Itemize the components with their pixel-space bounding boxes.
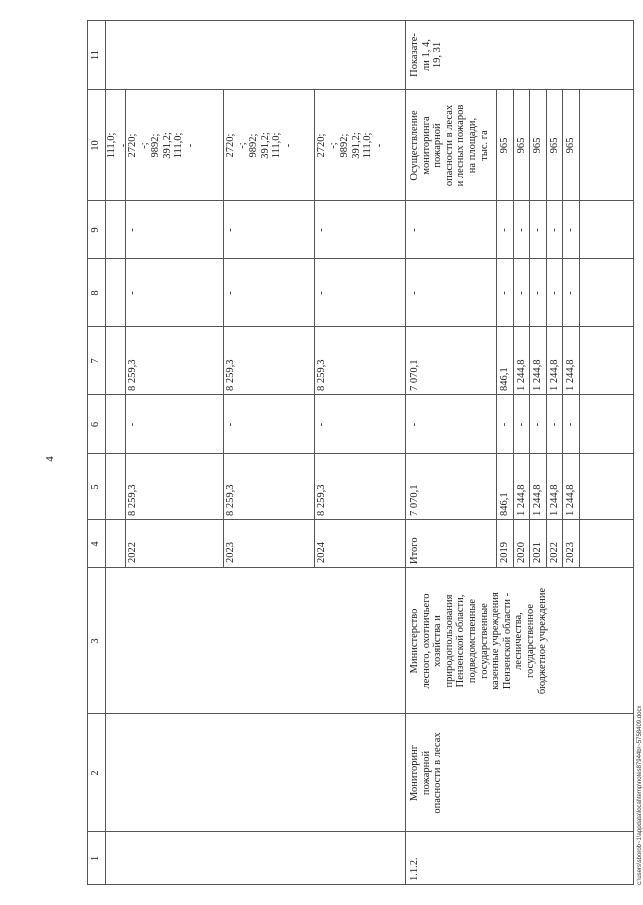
funding-regional: 8 259,3 bbox=[225, 359, 236, 391]
indicator-values-line: - bbox=[373, 143, 385, 148]
funding-federal: - bbox=[532, 422, 543, 427]
grid-line bbox=[496, 90, 497, 568]
total-regional: 7 070,1 bbox=[409, 359, 420, 391]
indicator-value: 965 bbox=[565, 137, 576, 154]
funding-total: 1 244,8 bbox=[565, 484, 576, 516]
grid-line bbox=[87, 831, 633, 832]
grid-line bbox=[87, 884, 633, 885]
grid-line bbox=[562, 90, 563, 568]
funding-local: - bbox=[499, 291, 510, 295]
funding-federal: - bbox=[225, 422, 236, 427]
column-number-11: 11 bbox=[90, 49, 101, 61]
indicator-values-line: -; bbox=[327, 142, 339, 149]
funding-regional: 1 244,8 bbox=[516, 359, 527, 391]
executor-line: Пензенской области - bbox=[501, 592, 513, 690]
grid-line bbox=[529, 90, 530, 568]
funding-regional: 1 244,8 bbox=[565, 359, 576, 391]
indicator-values-line: -; bbox=[138, 142, 150, 149]
executor-line: Министерство bbox=[409, 608, 420, 674]
indicator-values-line: - bbox=[282, 143, 294, 148]
total-funding: 7 070,1 bbox=[409, 484, 420, 516]
total-other: - bbox=[409, 228, 420, 232]
year: 2021 bbox=[532, 542, 543, 563]
indicator-values-line: - bbox=[184, 143, 196, 148]
indicator-values-line: 391,2; bbox=[161, 132, 173, 159]
funding-total: 1 244,8 bbox=[516, 484, 527, 516]
indicator-values-line: 111,0; bbox=[173, 132, 185, 159]
indicator-values-line: 9892; bbox=[150, 133, 162, 158]
funding-other: - bbox=[549, 228, 560, 232]
funding-federal: - bbox=[499, 422, 510, 427]
year: 2022 bbox=[127, 542, 138, 563]
funding-total: 8 259,3 bbox=[127, 484, 138, 516]
executor-line: Пензенской области, bbox=[455, 594, 467, 688]
funding-regional: 8 259,3 bbox=[316, 359, 327, 391]
grid-line bbox=[314, 90, 315, 568]
funding-local: - bbox=[532, 291, 543, 295]
indicator-values-line: 2720; bbox=[316, 133, 327, 158]
indicator-description-line: пожарной bbox=[432, 123, 444, 168]
funding-total: 1 244,8 bbox=[532, 484, 543, 516]
indicator-values-line: 391,2; bbox=[350, 132, 362, 159]
section-number: 1.1.2. bbox=[409, 857, 420, 881]
column-number-9: 9 bbox=[90, 227, 101, 233]
grid-line bbox=[579, 90, 580, 568]
funding-total: 846,1 bbox=[499, 492, 510, 516]
funding-local: - bbox=[549, 291, 560, 295]
funding-other: - bbox=[532, 228, 543, 232]
indicator-values bbox=[127, 90, 197, 201]
funding-local: - bbox=[127, 291, 138, 295]
total-federal: - bbox=[409, 422, 420, 427]
indicator-values bbox=[225, 90, 295, 201]
indicator-value: 965 bbox=[516, 137, 527, 154]
grid-line bbox=[546, 90, 547, 568]
indicator-values bbox=[316, 90, 386, 201]
indicator-description-line: на площади, bbox=[466, 117, 478, 174]
grid-line bbox=[633, 20, 634, 885]
indicator-description bbox=[409, 90, 490, 201]
measure-name-line: опасности в лесах bbox=[432, 732, 444, 814]
indicator-reference-line: ли 1, 4, bbox=[420, 39, 432, 71]
funding-other: - bbox=[565, 228, 576, 232]
funding-federal: - bbox=[549, 422, 560, 427]
indicator-values-line: 391,2; bbox=[259, 132, 271, 159]
funding-regional: 1 244,8 bbox=[532, 359, 543, 391]
total-local: - bbox=[409, 291, 420, 295]
col10-continued-line: - bbox=[117, 143, 129, 148]
funding-federal: - bbox=[565, 422, 576, 427]
column-number-2: 2 bbox=[90, 770, 101, 776]
executor-line: казенные учреждения bbox=[490, 592, 502, 690]
funding-total: 1 244,8 bbox=[549, 484, 560, 516]
indicator-description-line: Осуществление bbox=[409, 110, 420, 181]
page-number: 4 bbox=[44, 456, 56, 462]
grid-line bbox=[87, 20, 633, 21]
col10-continued-line: 111,0; bbox=[106, 132, 117, 159]
funding-local: - bbox=[516, 291, 527, 295]
grid-line bbox=[87, 567, 633, 568]
indicator-values-line: 111,0; bbox=[271, 132, 283, 159]
funding-federal: - bbox=[127, 422, 138, 427]
indicator-description-line: тыс. га bbox=[478, 130, 490, 161]
grid-line bbox=[513, 90, 514, 568]
funding-total: 8 259,3 bbox=[316, 484, 327, 516]
measure-name-line: Мониторинг bbox=[409, 744, 420, 802]
indicator-reference-line: 19, 31 bbox=[432, 41, 444, 69]
executor-line: бюджетное учреждение bbox=[536, 587, 548, 695]
column-number-3: 3 bbox=[90, 638, 101, 644]
budget-table bbox=[87, 20, 643, 885]
funding-other: - bbox=[127, 228, 138, 232]
year: 2019 bbox=[499, 542, 510, 563]
funding-other: - bbox=[516, 228, 527, 232]
indicator-reference-line: Показате- bbox=[409, 33, 420, 77]
year: 2022 bbox=[549, 542, 560, 563]
year: 2024 bbox=[316, 542, 327, 563]
total-label: Итого bbox=[409, 537, 420, 564]
funding-local: - bbox=[316, 291, 327, 295]
indicator-values-line: -; bbox=[236, 142, 248, 149]
indicator-values-line: 2720; bbox=[127, 133, 138, 158]
executor-line: государственное bbox=[524, 604, 536, 679]
grid-line bbox=[87, 519, 633, 520]
executor bbox=[409, 568, 548, 714]
column-number-1: 1 bbox=[90, 855, 101, 862]
column-number-10: 10 bbox=[90, 140, 101, 151]
funding-local: - bbox=[565, 291, 576, 295]
column-number-5: 5 bbox=[90, 484, 101, 490]
column-number-8: 8 bbox=[90, 290, 101, 296]
funding-local: - bbox=[225, 291, 236, 295]
executor-line: хозяйства и bbox=[432, 615, 444, 667]
grid-line bbox=[87, 713, 633, 714]
funding-regional: 8 259,3 bbox=[127, 359, 138, 391]
funding-regional: 1 244,8 bbox=[549, 359, 560, 391]
column-number-6: 6 bbox=[90, 421, 101, 428]
year: 2023 bbox=[565, 542, 576, 563]
indicator-value: 965 bbox=[549, 137, 560, 154]
indicator-description-line: мониторинга bbox=[420, 116, 432, 175]
indicator-values-line: 9892; bbox=[339, 133, 351, 158]
indicator-value: 965 bbox=[499, 137, 510, 154]
measure-name bbox=[409, 714, 444, 832]
funding-other: - bbox=[499, 228, 510, 232]
column-number-4: 4 bbox=[90, 541, 101, 547]
col10-continued bbox=[106, 90, 129, 201]
funding-other: - bbox=[225, 228, 236, 232]
funding-other: - bbox=[316, 228, 327, 232]
executor-line: лесного, охотничьего bbox=[420, 593, 432, 689]
indicator-reference bbox=[409, 20, 444, 90]
funding-federal: - bbox=[516, 422, 527, 427]
indicator-values-line: 111,0; bbox=[362, 132, 374, 159]
footer-file-path: c:\users\sborob~1\appdata\local\temp\notes87944b\~5758409.docx bbox=[637, 705, 643, 885]
indicator-values-line: 9892; bbox=[248, 133, 260, 158]
year: 2023 bbox=[225, 542, 236, 563]
indicator-description-line: и лесных пожаров bbox=[455, 104, 467, 187]
executor-line: лесничества, bbox=[513, 612, 525, 670]
executor-line: подведомственные bbox=[466, 598, 478, 684]
funding-total: 8 259,3 bbox=[225, 484, 236, 516]
column-number-7: 7 bbox=[90, 358, 101, 364]
funding-regional: 846,1 bbox=[499, 367, 510, 391]
indicator-description-line: опасности в лесах bbox=[443, 104, 455, 187]
funding-federal: - bbox=[316, 422, 327, 427]
indicator-value: 965 bbox=[532, 137, 543, 154]
grid-line bbox=[223, 90, 224, 568]
executor-line: государственные bbox=[478, 603, 490, 679]
indicator-values-line: 2720; bbox=[225, 133, 236, 158]
measure-name-line: пожарной bbox=[420, 750, 432, 796]
executor-line: природопользования bbox=[443, 594, 455, 688]
year: 2020 bbox=[516, 542, 527, 563]
